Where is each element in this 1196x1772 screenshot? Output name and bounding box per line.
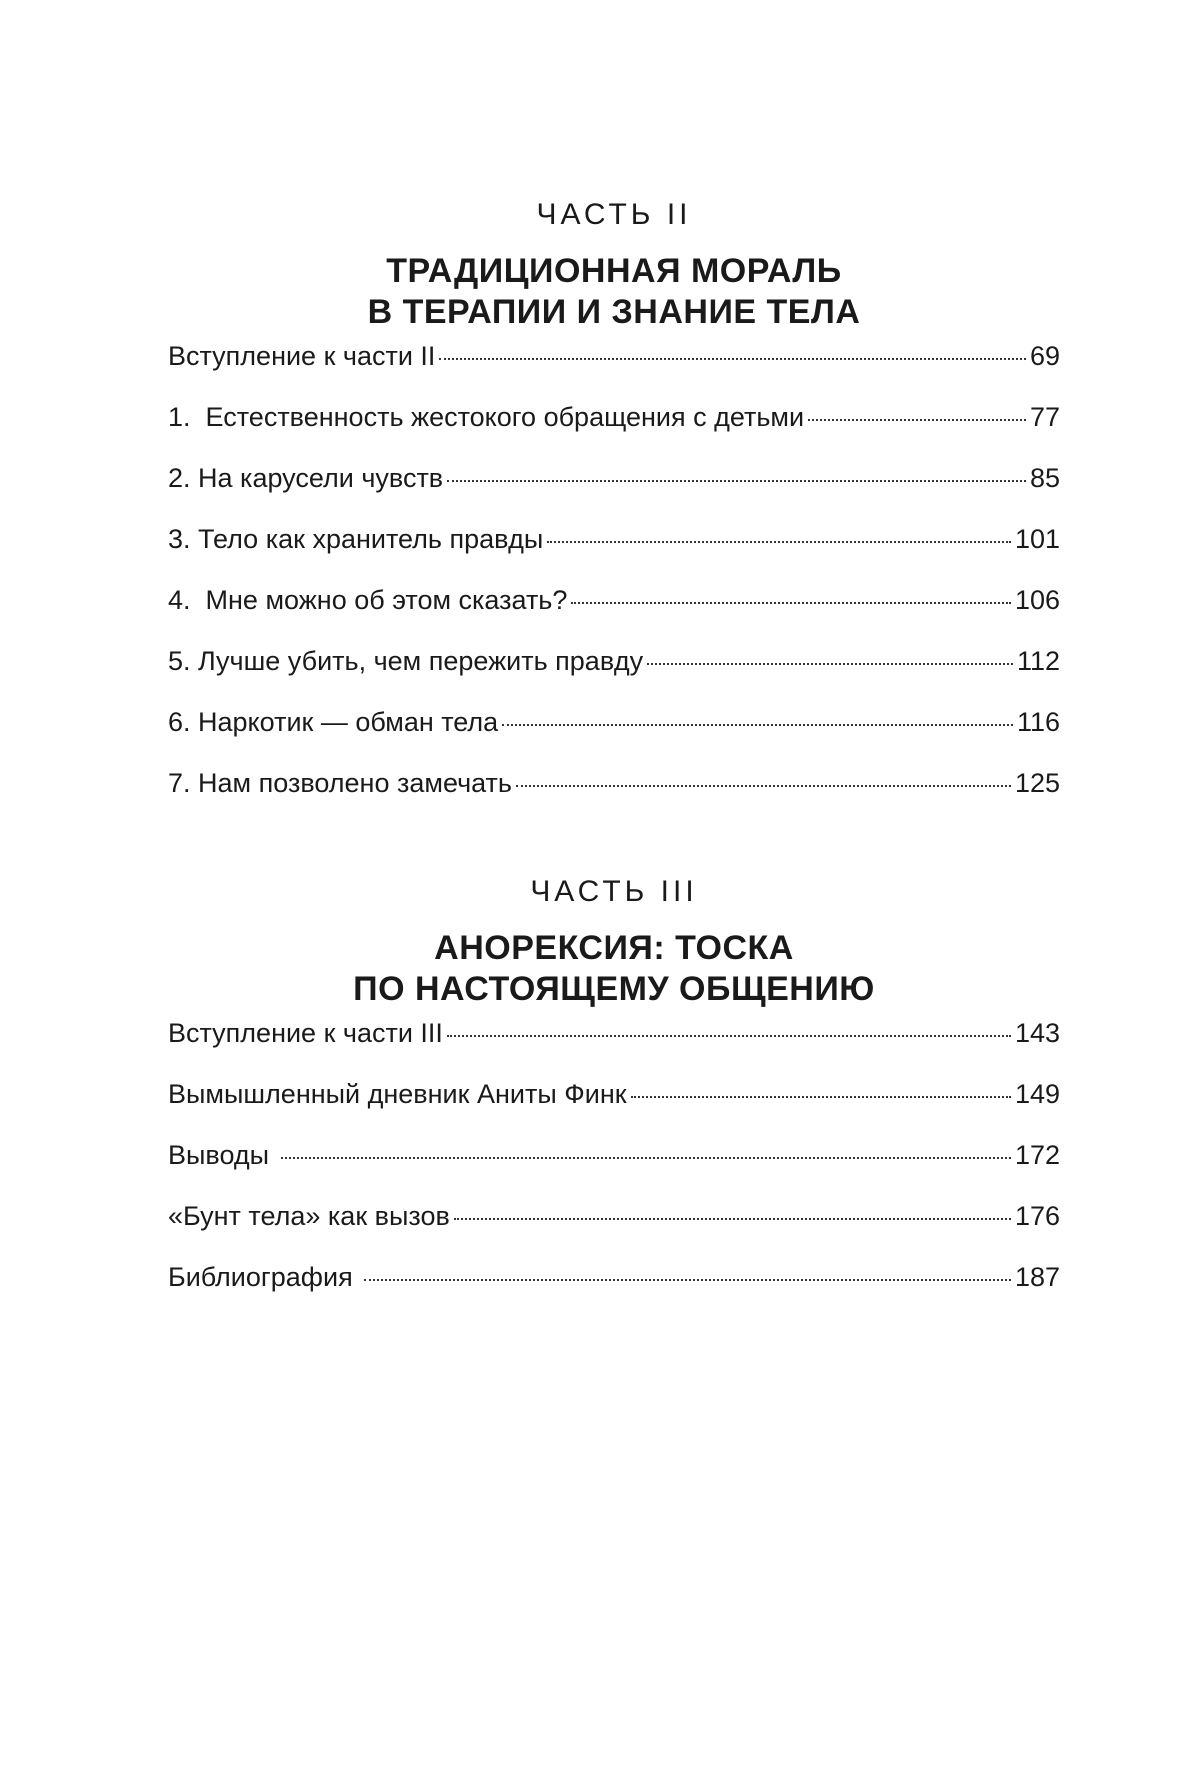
toc-entry-number: 1. — [168, 402, 206, 432]
toc-entry-page: 112 — [1016, 646, 1060, 676]
toc-entry[interactable] — [168, 343, 1060, 404]
part-two-section — [168, 200, 1060, 831]
toc-entry[interactable] — [168, 1081, 1060, 1142]
toc-list — [168, 1020, 1060, 1325]
toc-entry-number: 6. — [168, 707, 199, 737]
toc-entry-page: 101 — [1014, 524, 1060, 554]
dot-leader — [439, 358, 1026, 360]
part-title — [168, 251, 1060, 333]
dot-leader — [631, 1096, 1011, 1098]
toc-entry[interactable] — [168, 465, 1060, 526]
toc-entry-number: 4. — [168, 585, 206, 615]
toc-entry-title: «Бунт тела» как вызов — [168, 1201, 450, 1231]
dot-leader — [516, 785, 1011, 787]
toc-entry-title: Мне можно об этом сказать? — [205, 585, 568, 615]
part-label: ЧАСТЬ III — [530, 875, 698, 908]
toc-entry-page: 116 — [1016, 707, 1060, 737]
toc-entry-title: Выводы — [168, 1140, 277, 1170]
dot-leader — [502, 724, 1013, 726]
toc-entry-page: 106 — [1014, 585, 1060, 615]
toc-entry[interactable] — [168, 1203, 1060, 1264]
dot-leader — [647, 663, 1013, 665]
toc-entry-title: На карусели чувств — [198, 463, 444, 493]
part-title — [168, 928, 1060, 1010]
toc-entry[interactable] — [168, 709, 1060, 770]
dot-leader — [808, 419, 1026, 421]
part-label: ЧАСТЬ II — [536, 198, 692, 231]
toc-entry[interactable] — [168, 1142, 1060, 1203]
dot-leader — [454, 1218, 1011, 1220]
toc-entry-page: 187 — [1014, 1262, 1060, 1292]
toc-entry[interactable] — [168, 1020, 1060, 1081]
toc-entry-page: 176 — [1014, 1201, 1060, 1231]
toc-entry-page: 149 — [1014, 1079, 1060, 1109]
toc-entry[interactable] — [168, 648, 1060, 709]
toc-entry-title: Тело как хранитель правды — [198, 524, 544, 554]
dot-leader — [281, 1157, 1011, 1159]
toc-list — [168, 343, 1060, 831]
toc-entry[interactable] — [168, 1264, 1060, 1325]
toc-entry[interactable] — [168, 587, 1060, 648]
toc-entry-page: 69 — [1029, 341, 1060, 371]
toc-entry-title: Нам позволено замечать — [198, 768, 512, 798]
toc-entry-title: Вступление к части II — [168, 341, 436, 371]
dot-leader — [547, 541, 1011, 543]
toc-entry-page: 125 — [1014, 768, 1060, 798]
toc-entry-page: 172 — [1014, 1140, 1060, 1170]
part-title-line: АНОРЕКСИЯ: ТОСКА — [434, 929, 794, 967]
toc-entry-number: 5. — [168, 646, 199, 676]
toc-entry-number: 2. — [168, 463, 199, 493]
toc-entry-title: Вымышленный дневник Аниты Финк — [168, 1079, 627, 1109]
dot-leader — [447, 1035, 1011, 1037]
dot-leader — [571, 602, 1011, 604]
dot-leader — [447, 480, 1026, 482]
part-title-line: ПО НАСТОЯЩЕМУ ОБЩЕНИЮ — [353, 970, 875, 1008]
toc-entry-title: Библиография — [168, 1262, 361, 1292]
toc-entry-number: 7. — [168, 768, 199, 798]
part-title-line: ТРАДИЦИОННАЯ МОРАЛЬ — [386, 252, 842, 290]
part-three-section — [168, 877, 1060, 1325]
toc-entry[interactable] — [168, 404, 1060, 465]
toc-entry-page: 85 — [1029, 463, 1060, 493]
toc-entry-title: Вступление к части III — [168, 1018, 443, 1048]
toc-entry-number: 3. — [168, 524, 199, 554]
toc-entry[interactable] — [168, 770, 1060, 831]
part-title-line: В ТЕРАПИИ И ЗНАНИЕ ТЕЛА — [367, 293, 861, 331]
toc-entry-title: Лучше убить, чем пережить правду — [198, 646, 644, 676]
dot-leader — [364, 1279, 1011, 1281]
toc-entry[interactable] — [168, 526, 1060, 587]
toc-entry-page: 143 — [1014, 1018, 1060, 1048]
toc-entry-title: Естественность жестокого обращения с детьми — [205, 402, 805, 432]
toc-entry-page: 77 — [1029, 402, 1060, 432]
toc-entry-title: Наркотик — обман тела — [198, 707, 499, 737]
